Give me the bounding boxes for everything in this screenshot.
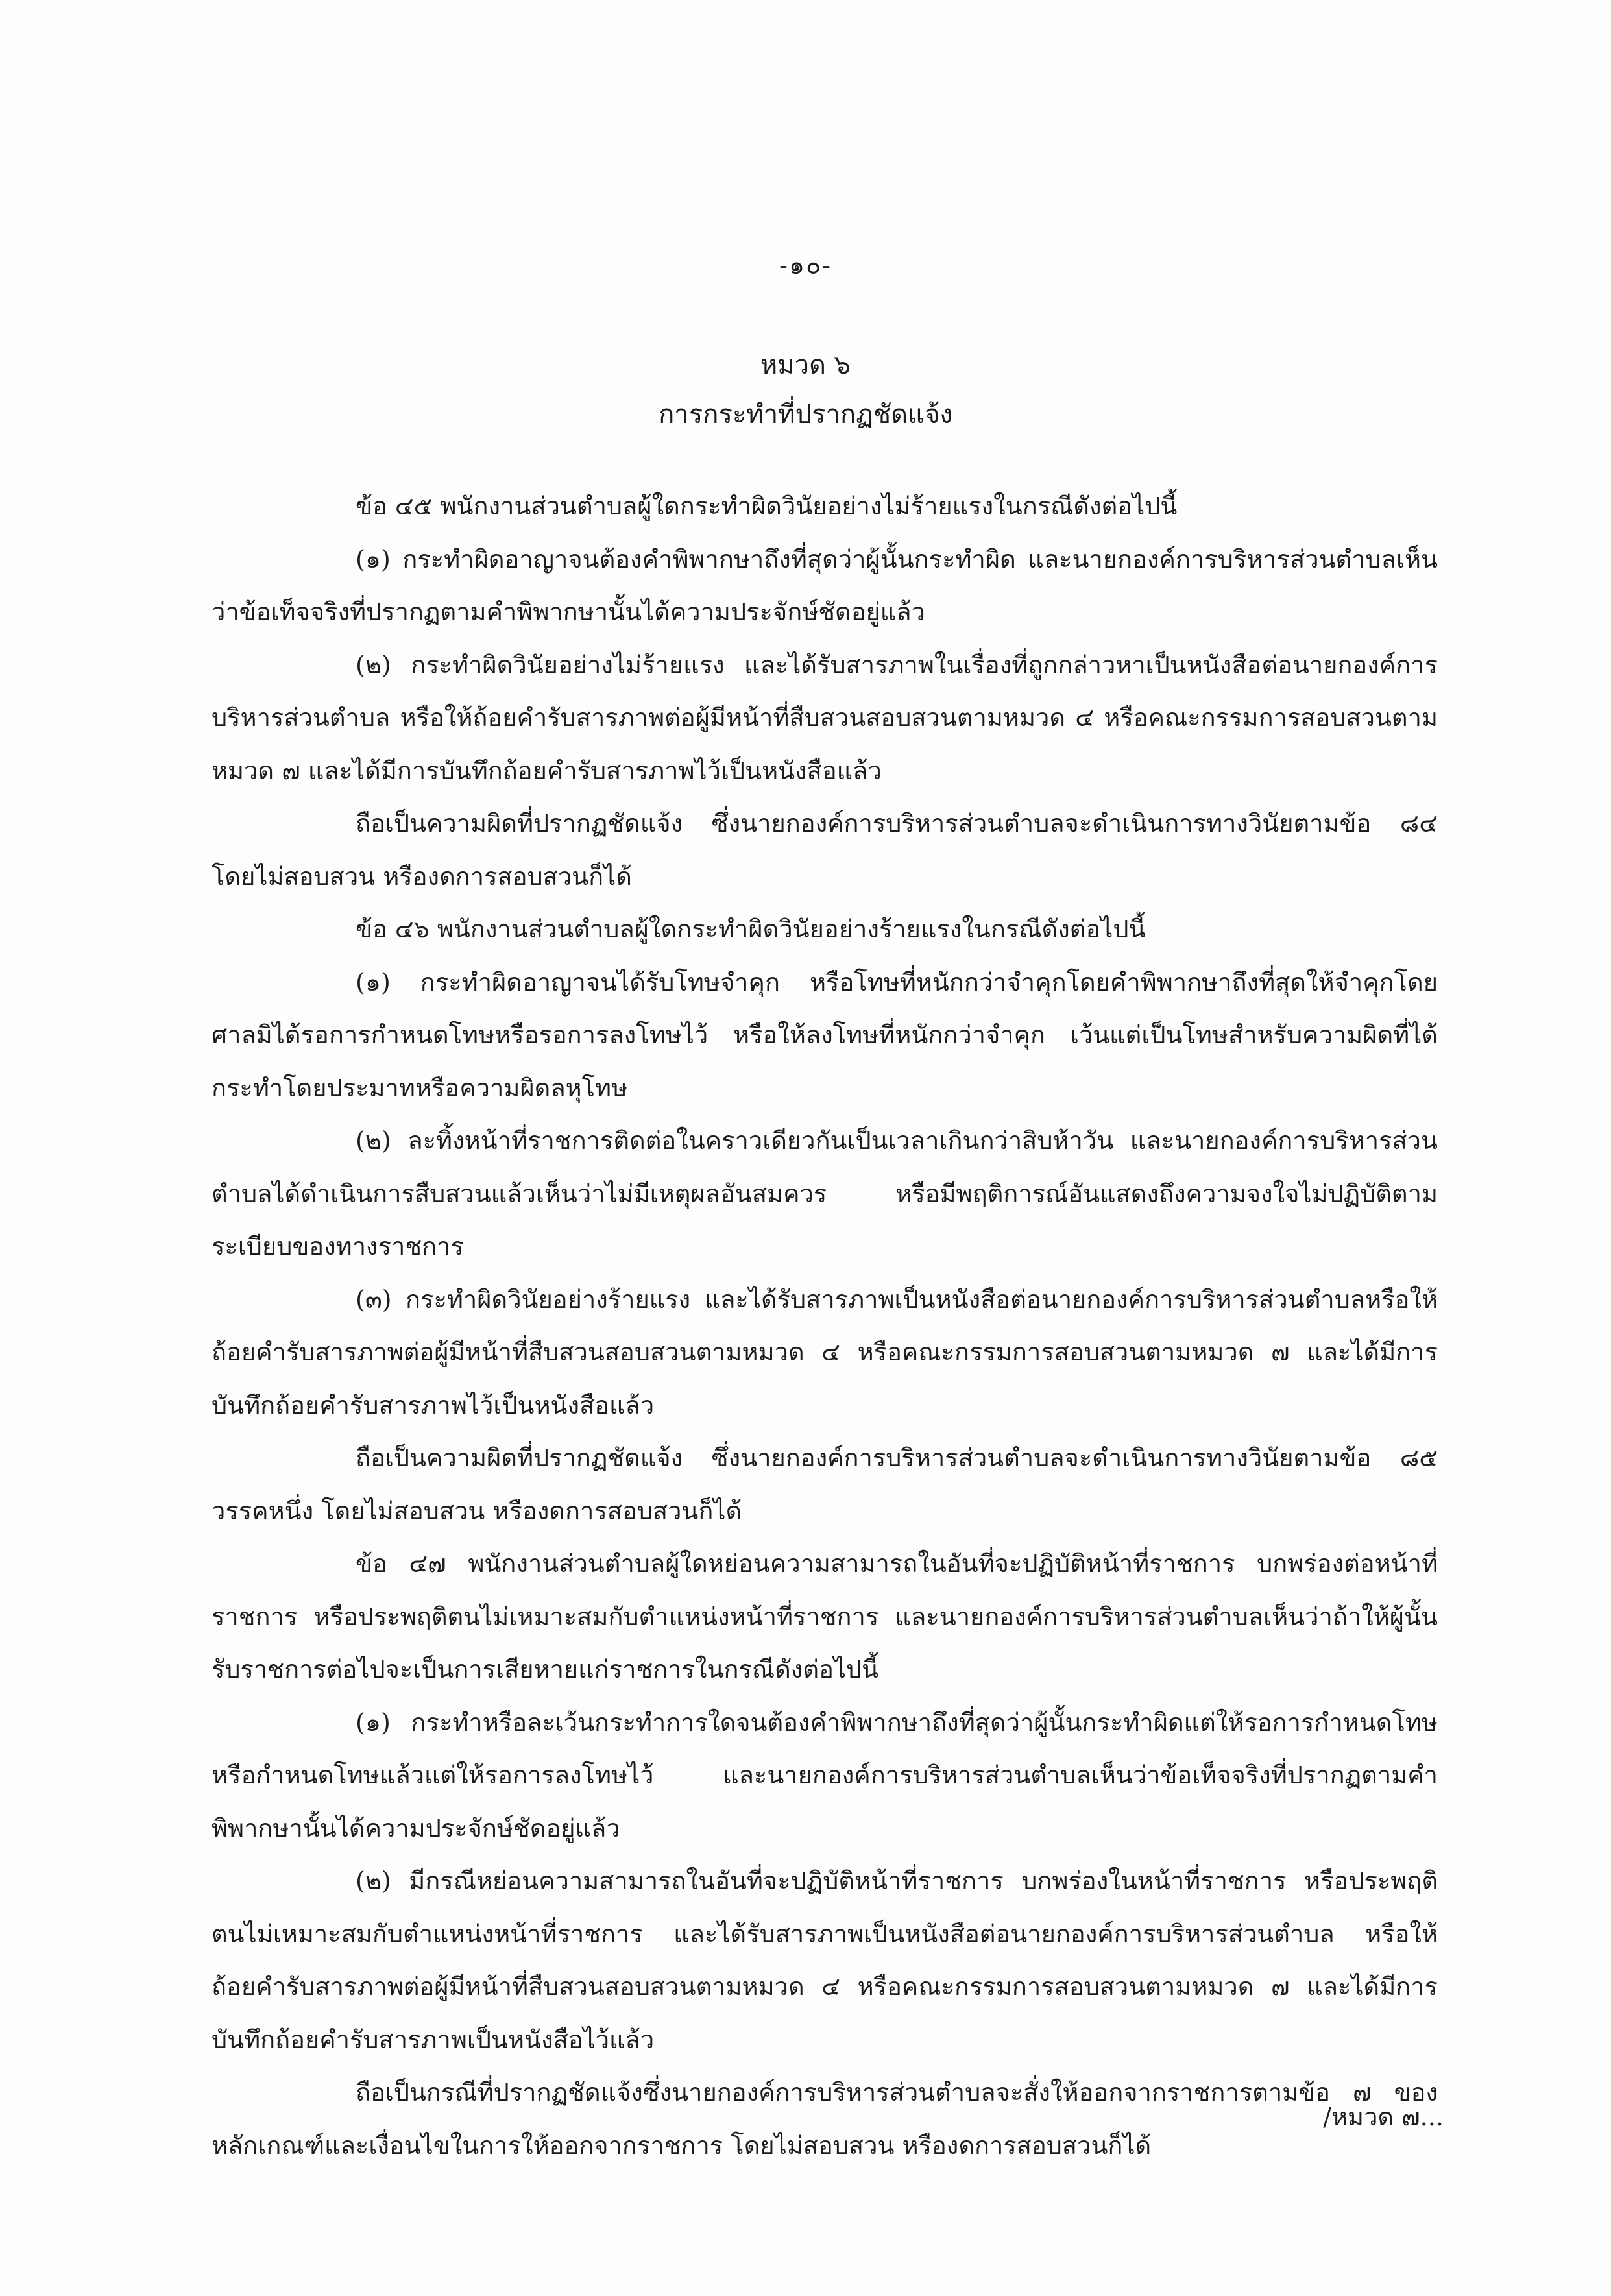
clause-46-conclusion: ถือเป็นความผิดที่ปรากฏชัดแจ้ง ซึ่งนายกองค์การบริหารส่วนตำบลจะดำเนินการทางวินัยตามข้อ ๘๕ วรรคหนึ่ง โดยไม่สอบสวน หรืองดการสอบสวนก็ได้ <box>212 1444 1438 1525</box>
clause-46-item-1: (๑) กระทำผิดอาญาจนได้รับโทษจำคุก หรือโทษที่หนักกว่าจำคุกโดยคำพิพากษาถึงที่สุดให้จำคุกโดยศาลมิได้รอการกำหนดโทษหรือรอการลงโทษไว้ หรือให้ลงโทษที่หนักกว่าจำคุก เว้นแต่เป็นโทษสำหรับความผิดที่ได้กระทำโดยประมาทหรือความผิดลหุโทษ <box>212 967 1438 1102</box>
next-page-reference: /หมวด ๗... <box>1323 2103 1444 2131</box>
clause-45-intro: ข้อ ๔๕ พนักงานส่วนตำบลผู้ใดกระทำผิดวินัยอย่างไม่ร้ายแรงในกรณีดังต่อไปนี้ <box>356 492 1178 520</box>
clause-45-item-1: (๑) กระทำผิดอาญาจนต้องคำพิพากษาถึงที่สุดว่าผู้นั้นกระทำผิด และนายกองค์การบริหารส่วนตำบลเห็นว่าข้อเท็จจริงที่ปรากฏตามคำพิพากษานั้นได้ความประจักษ์ชัดอยู่แล้ว <box>212 544 1438 626</box>
clause-46-intro: ข้อ ๔๖ พนักงานส่วนตำบลผู้ใดกระทำผิดวินัยอย่างร้ายแรงในกรณีดังต่อไปนี้ <box>356 915 1146 943</box>
clause-45-item-2: (๒) กระทำผิดวินัยอย่างไม่ร้ายแรง และได้รับสารภาพในเรื่องที่ถูกกล่าวหาเป็นหนังสือต่อนายกองค์การบริหารส่วนตำบล หรือให้ถ้อยคำรับสารภาพต่อผู้มีหน้าที่สืบสวนสอบสวนตามหมวด ๔ หรือคณะกรรมการสอบสวนตามหมวด ๗ และได้มีการบันทึกถ้อยคำรับสารภาพไว้เป็นหนังสือแล้ว <box>212 650 1438 785</box>
clause-47-conclusion: ถือเป็นกรณีที่ปรากฏชัดแจ้งซึ่งนายกองค์การบริหารส่วนตำบลจะสั่งให้ออกจากราชการตามข้อ ๗ ของหลักเกณฑ์และเงื่อนไขในการให้ออกจากราชการ โดยไม่สอบสวน หรืองดการสอบสวนก็ได้ <box>212 2078 1438 2160</box>
chapter-subtitle: การกระทำที่ปรากฏชัดแจ้ง <box>659 400 952 429</box>
clause-46-item-2: (๒) ละทิ้งหน้าที่ราชการติดต่อในคราวเดียวกันเป็นเวลาเกินกว่าสิบห้าวัน และนายกองค์การบริหารส่วนตำบลได้ดำเนินการสืบสวนแล้วเห็นว่าไม่มีเหตุผลอันสมควร หรือมีพฤติการณ์อันแสดงถึงความจงใจไม่ปฏิบัติตามระเบียบของทางราชการ <box>212 1126 1438 1261</box>
clause-47-item-2: (๒) มีกรณีหย่อนความสามารถในอันที่จะปฏิบัติหน้าที่ราชการ บกพร่องในหน้าที่ราชการ หรือประพฤติตนไม่เหมาะสมกับตำแหน่งหน้าที่ราชการ และได้รับสารภาพเป็นหนังสือต่อนายกองค์การบริหารส่วนตำบล หรือให้ถ้อยคำรับสารภาพต่อผู้มีหน้าที่สืบสวนสอบสวนตามหมวด ๔ หรือคณะกรรมการสอบสวนตามหมวด ๗ และได้มีการบันทึกถ้อยคำรับสารภาพเป็นหนังสือไว้แล้ว <box>212 1867 1438 2054</box>
clause-47-item-1: (๑) กระทำหรือละเว้นกระทำการใดจนต้องคำพิพากษาถึงที่สุดว่าผู้นั้นกระทำผิดแต่ให้รอการกำหนดโทษ หรือกำหนดโทษแล้วแต่ให้รอการลงโทษไว้ และนายกองค์การบริหารส่วนตำบลเห็นว่าข้อเท็จจริงที่ปรากฏตามคำพิพากษานั้นได้ความประจักษ์ชัดอยู่แล้ว <box>212 1708 1438 1843</box>
clause-46-item-3: (๓) กระทำผิดวินัยอย่างร้ายแรง และได้รับสารภาพเป็นหนังสือต่อนายกองค์การบริหารส่วนตำบลหรือให้ถ้อยคำรับสารภาพต่อผู้มีหน้าที่สืบสวนสอบสวนตามหมวด ๔ หรือคณะกรรมการสอบสวนตามหมวด ๗ และได้มีการบันทึกถ้อยคำรับสารภาพไว้เป็นหนังสือแล้ว <box>212 1285 1438 1420</box>
chapter-title: หมวด ๖ <box>760 350 851 380</box>
clause-45-conclusion: ถือเป็นความผิดที่ปรากฏชัดแจ้ง ซึ่งนายกองค์การบริหารส่วนตำบลจะดำเนินการทางวินัยตามข้อ ๘๔ โดยไม่สอบสวน หรืองดการสอบสวนก็ได้ <box>212 809 1438 891</box>
clause-47-intro: ข้อ ๔๗ พนักงานส่วนตำบลผู้ใดหย่อนความสามารถในอันที่จะปฏิบัติหน้าที่ราชการ บกพร่องต่อหน้าที่ราชการ หรือประพฤติตนไม่เหมาะสมกับตำแหน่งหน้าที่ราชการ และนายกองค์การบริหารส่วนตำบลเห็นว่าถ้าให้ผู้นั้นรับราชการต่อไปจะเป็นการเสียหายแก่ราชการในกรณีดังต่อไปนี้ <box>212 1549 1438 1684</box>
page-number: -๑๐- <box>779 251 832 280</box>
document-body <box>212 480 1438 2172</box>
